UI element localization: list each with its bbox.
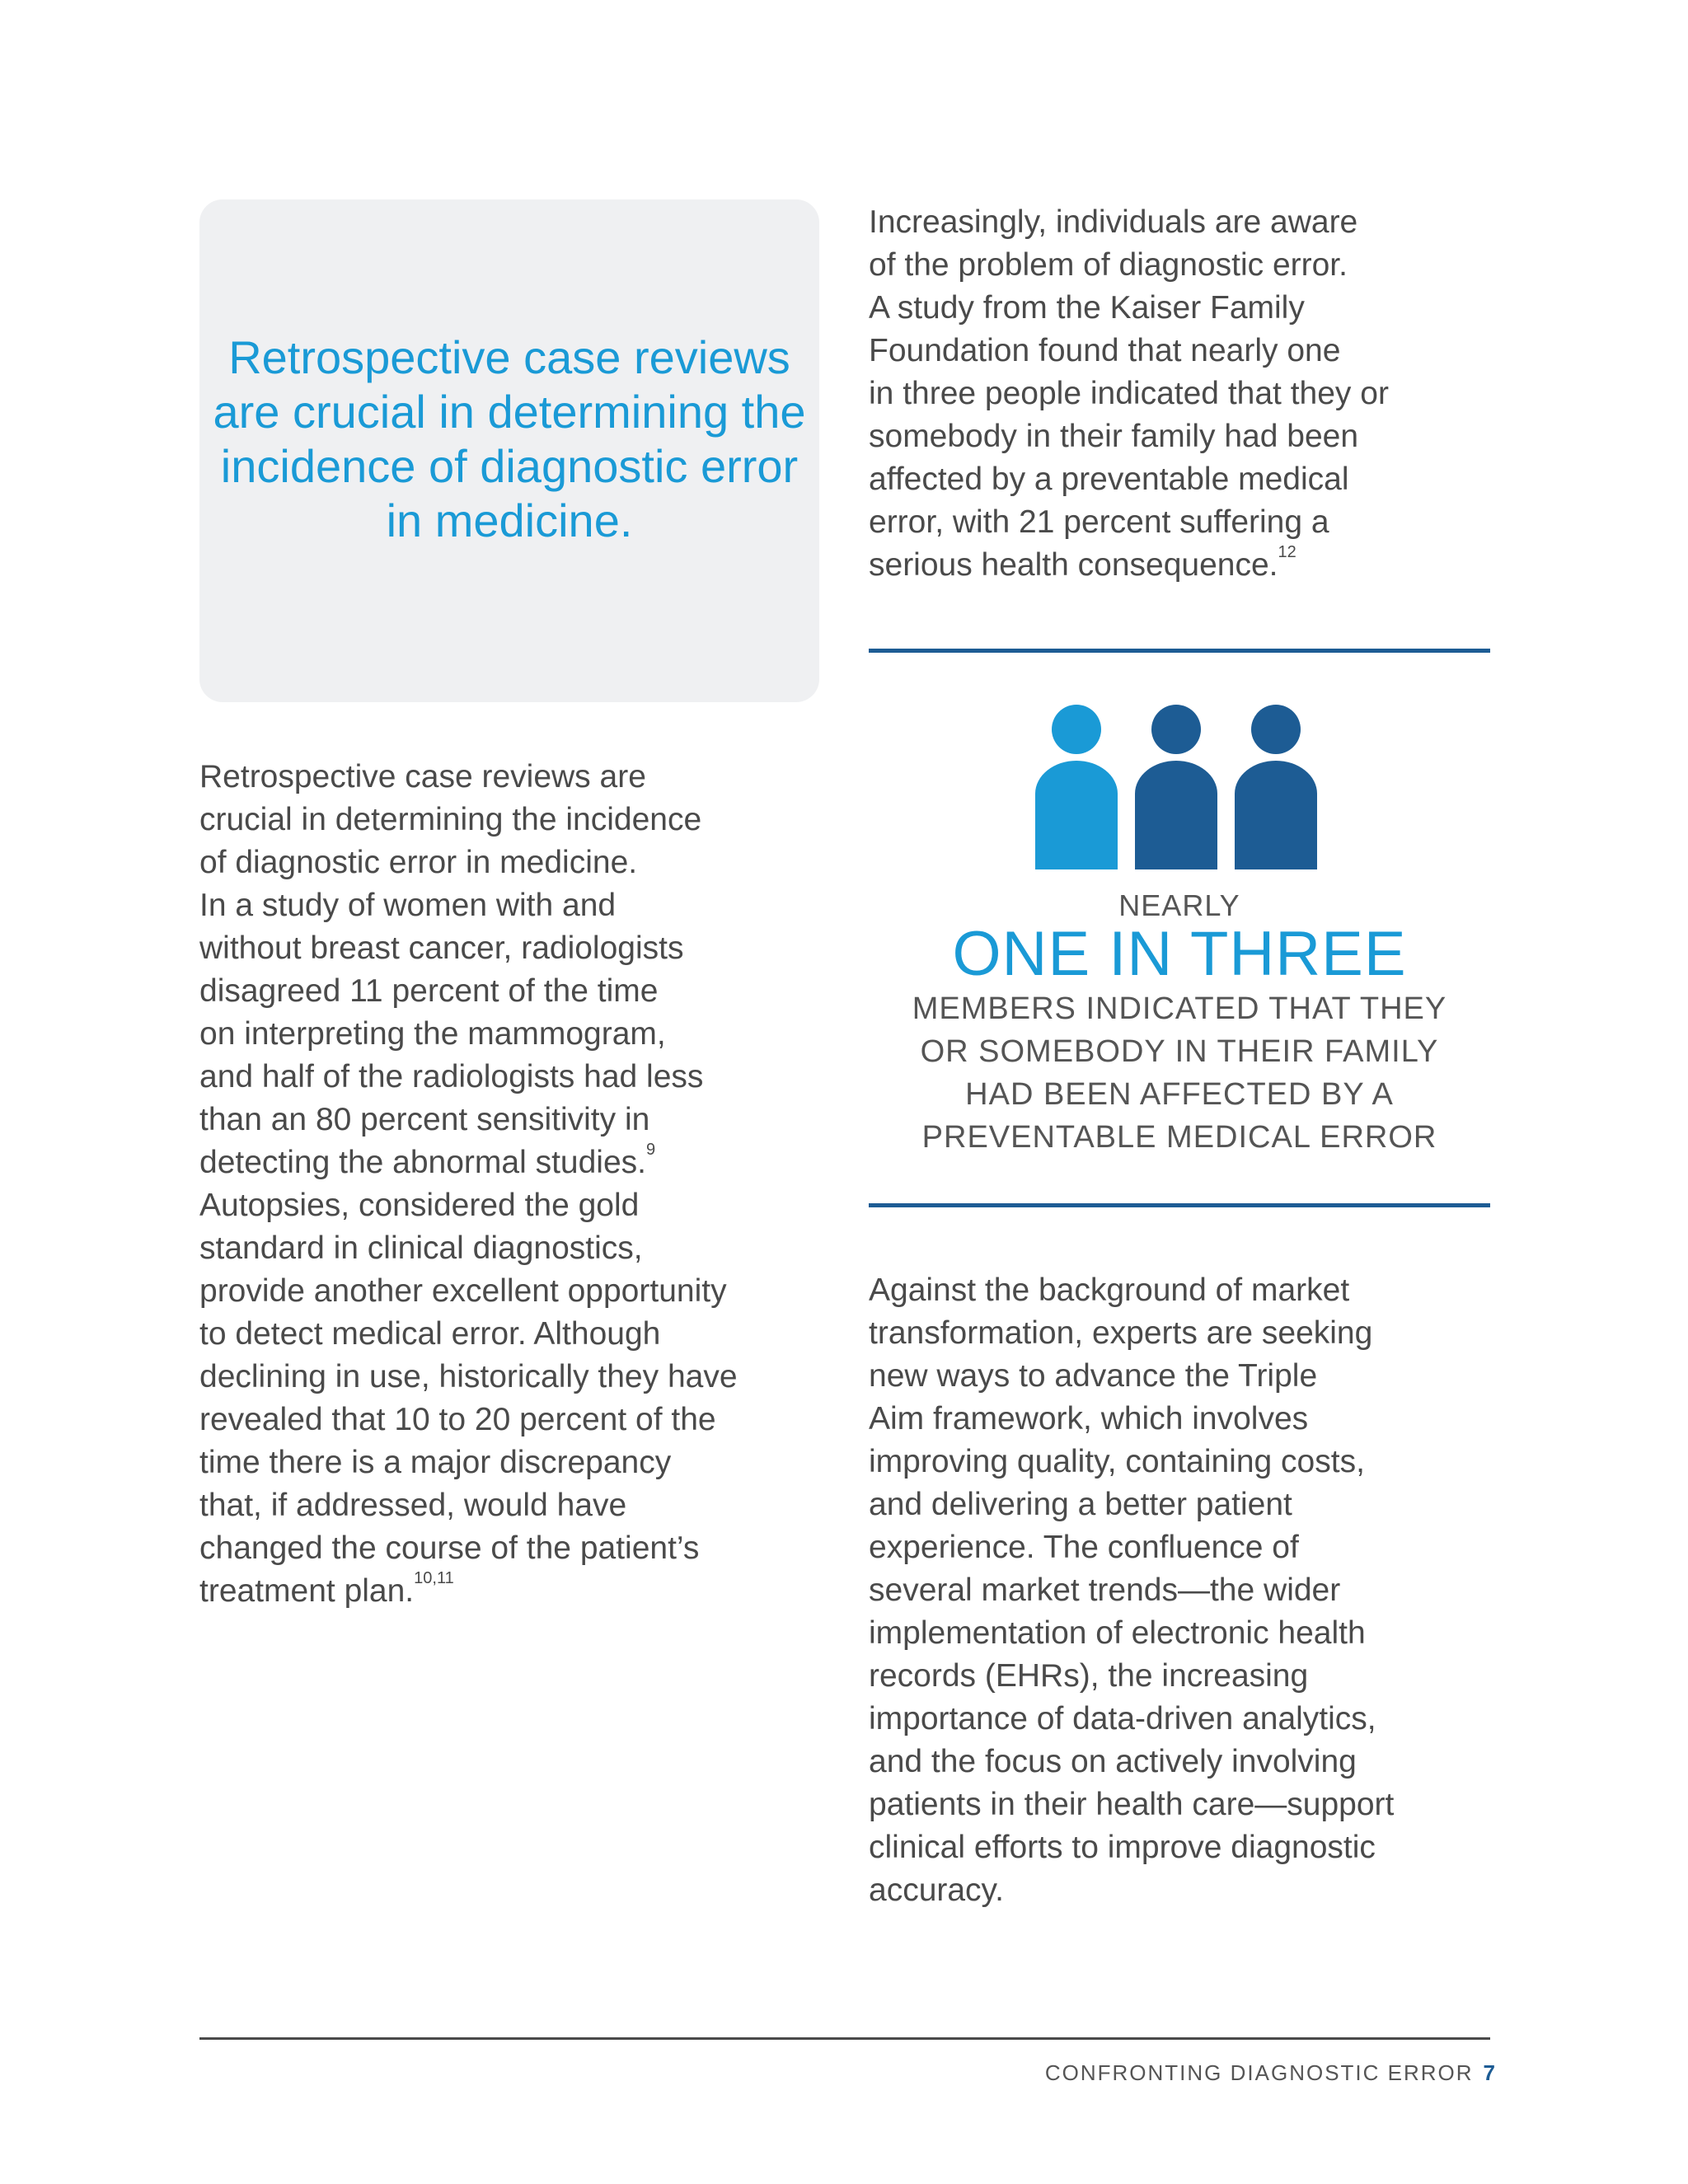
person-icon-dark (1235, 705, 1317, 869)
paragraph-case-reviews-part2: Autopsies, considered the gold standard in clinical diagnostics, provide another excellent opportunity to detect medical error. Although declining in use, historically they have revealed that 10 to 20 percent of the time there is a major discrepancy that, if addressed, would have changed the course of the patient’s treatment plan. (199, 1188, 738, 1609)
page-number: 7 (1483, 2060, 1497, 2085)
footer-divider (199, 2037, 1490, 2040)
footnote-ref: 9 (646, 1141, 656, 1159)
stat-lead-text: NEARLY (1118, 888, 1240, 922)
paragraph-case-reviews (199, 756, 826, 1613)
page-footer (1045, 2059, 1497, 2087)
pull-quote-box (199, 199, 819, 702)
pull-quote-text: Retrospective case reviews are crucial in determining the incidence of diagnostic error in medicine. (213, 331, 806, 546)
paragraph-case-reviews-part1: Retrospective case reviews are crucial in determining the incidence of diagnostic error in medicine. In a study of women with and without breast cancer, radiologists disagreed 11 percent of the time on interpreting the mammogram, and half of the radiologists had less than an 80 percent sensitivity in detecting the abnormal studies. (199, 759, 704, 1180)
footnote-ref: 12 (1278, 543, 1296, 561)
person-icon-light (1035, 705, 1118, 869)
infographic-top-divider (869, 649, 1490, 653)
footer-title: CONFRONTING DIAGNOSTIC ERROR (1044, 2060, 1474, 2085)
paragraph-kaiser-study-text: Increasingly, individuals are aware of the problem of diagnostic error. A study from the Kaiser Family Foundation found that nearly one in three people indicated that they or somebody in their family had been affected by a preventable medical error, with 21 percent suffering a serious health consequence. (869, 204, 1389, 583)
stat-description: MEMBERS INDICATED THAT THEY OR SOMEBODY IN THEIR FAMILY HAD BEEN AFFECTED BY A PREVENTABLE MEDICAL ERROR (912, 991, 1447, 1155)
paragraph-kaiser-study (869, 201, 1495, 587)
footnote-ref: 10,11 (414, 1569, 454, 1587)
people-icons (1035, 705, 1325, 869)
paragraph-market-trends: Against the background of market transformation, experts are seeking new ways to advance the Triple Aim framework, which involves improving quality, containing costs, and delivering a better patient experience. The confluence of several market trends—the wider implementation of electronic health records (EHRs), the increasing importance of data-driven analytics, and the focus on actively involving patients in their health care—support clinical efforts to improve diagnostic accuracy. (869, 1272, 1395, 1908)
person-icon-dark (1135, 705, 1217, 869)
infographic-bottom-divider (869, 1203, 1490, 1207)
stat-headline: ONE IN THREE (952, 919, 1407, 989)
